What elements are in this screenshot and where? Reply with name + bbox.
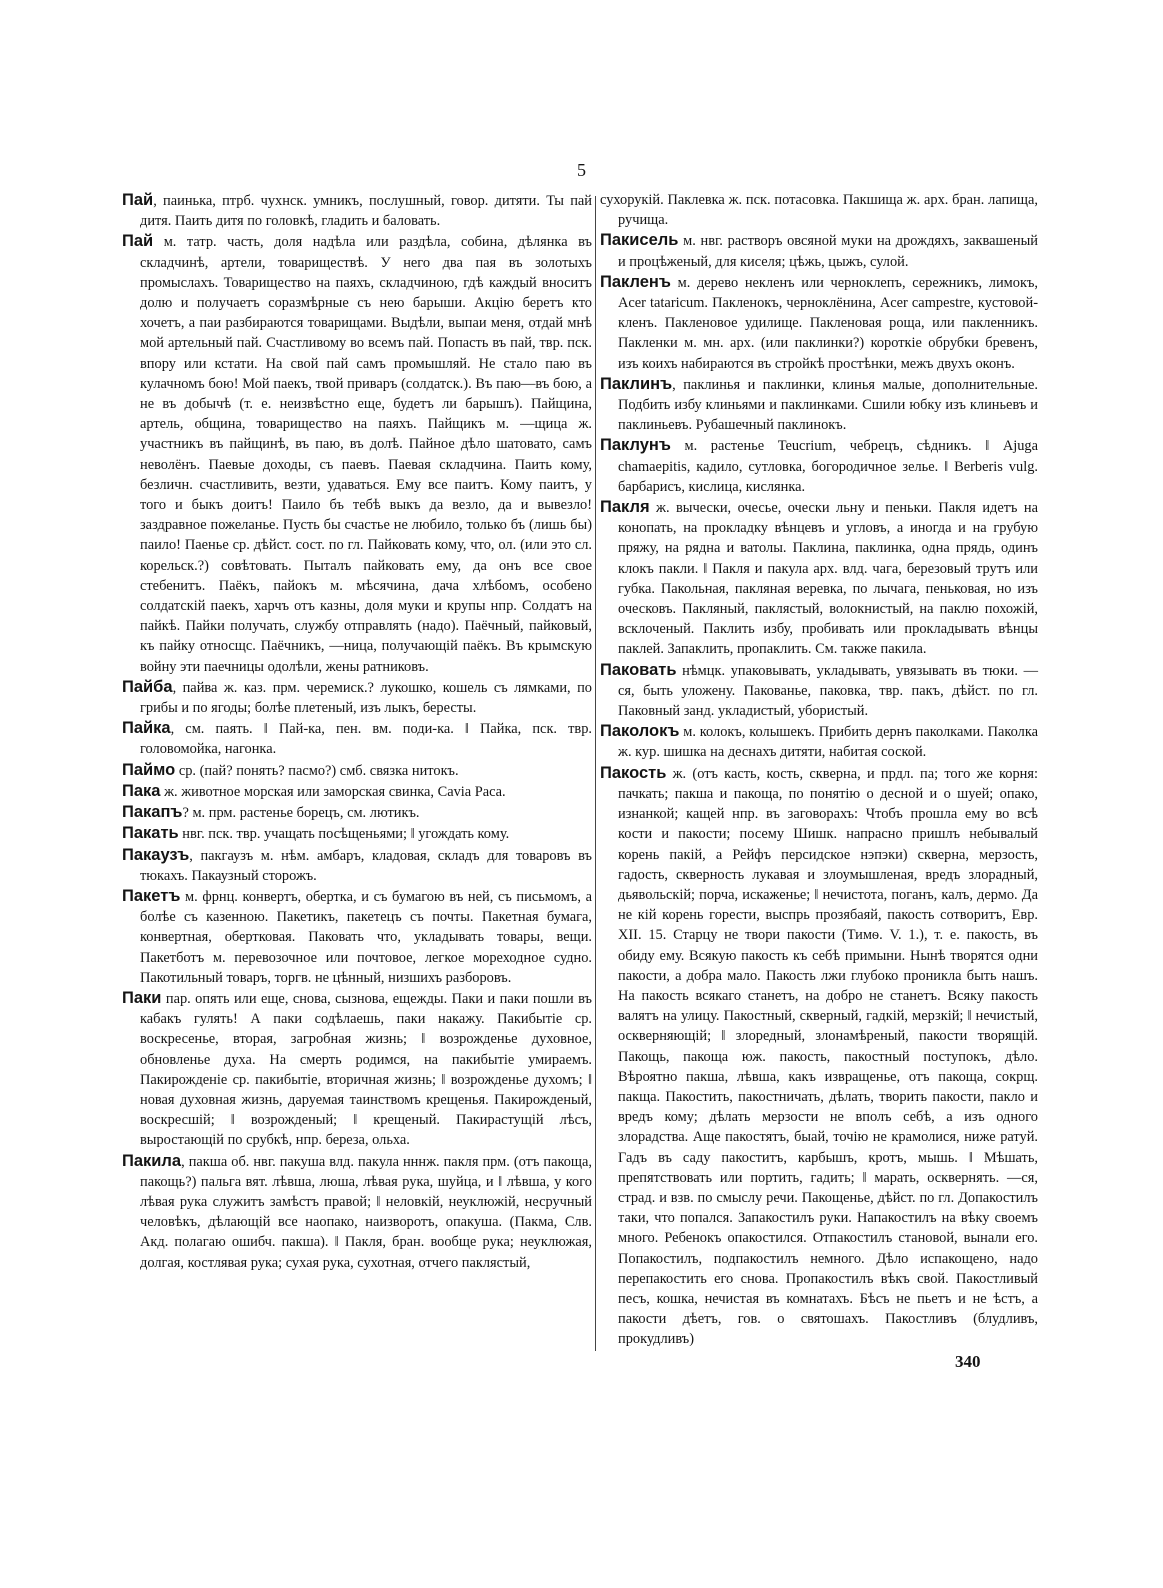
- entry-headword: Пай: [122, 191, 154, 209]
- dictionary-entry: [600, 721, 1038, 762]
- entry-text: м. колокъ, колышекъ. Прибить дернъ паколками. Паколка ж. кур. шишка на деснахъ дитяти, набитая соской.: [618, 724, 1038, 761]
- entry-text: нвг. пск. твр. учащать посѣщеньями; ‖ угождать кому.: [178, 826, 510, 843]
- entry-headword: Паклунъ: [600, 436, 671, 455]
- entry-text: нѣмцк. упаковывать, укладывать, увязывать въ тюки. —ся, быть уложену. Пакованье, паковка, твр. пакъ, дѣйст. по гл. Паковный занд. укладистый, убористый.: [618, 662, 1038, 720]
- entry-text: , пакгаузъ м. нѣм. амбаръ, кладовая, складъ для товаровъ въ тюкахъ. Пакаузный сторожъ.: [140, 847, 592, 884]
- entry-headword: Пакость: [600, 763, 667, 782]
- entry-headword: Пакетъ: [122, 886, 181, 905]
- dictionary-entry: [122, 231, 592, 676]
- dictionary-entry: [122, 190, 592, 231]
- entry-headword: Пака: [122, 781, 161, 800]
- entry-headword: Паки: [122, 988, 162, 1007]
- entry-headword: Пакленъ: [600, 272, 671, 291]
- entry-headword: Пайка: [122, 719, 171, 738]
- entry-text: сухорукій. Паклевка ж. пск. потасовка. Пакшища ж. арх. бран. лапища, ручища.: [600, 192, 1038, 229]
- dictionary-entry: [122, 718, 592, 759]
- dictionary-entry: [122, 760, 592, 781]
- entry-headword: Пакля: [600, 498, 650, 517]
- left-column: [122, 190, 592, 1273]
- entry-headword: Паколокъ: [600, 722, 680, 741]
- page-number-bottom: 340: [955, 1352, 981, 1371]
- entry-text: ж. вычески, очесье, очески льну и пеньки. Пакля идетъ на конопать, на прокладку вѣнцевъ и угловъ, а иногда и на грубую пряжу, на рядна и ватолы. Паклина, паклинка, одна прядь, одинъ клокъ пакли. ‖ Пакля и пакула арх. влд. чага, березовый трутъ или губка. Пакольная, пакляная веревка, по лычага, пеньковая, но изъ оческовъ. Пакляный, паклястый, волокнистый, на паклю похожій, всклоченый. Паклить избу, пробивать или прокладывать вѣнцы паклей. Запаклить, пропаклить. См. также пакила.: [618, 500, 1038, 658]
- entry-headword: Пакаузъ: [122, 845, 190, 864]
- entry-headword: Пайба: [122, 677, 173, 696]
- dictionary-entry: [600, 374, 1038, 436]
- dictionary-entry: [122, 802, 592, 823]
- dictionary-entry: [600, 497, 1038, 660]
- entry-text: ? м. прм. растенье борецъ, см. лютикъ.: [182, 805, 420, 822]
- entry-text: м. растенье Teucrium, чебрецъ, сѣдникъ. ‖ Ajuga chamaepitis, кадило, сутловка, богородичное зелье. ‖ Berberis vulg. барбарисъ, кислица, кислянка.: [618, 438, 1038, 495]
- page-number-top: 5: [577, 160, 586, 180]
- entry-headword: Паклинъ: [600, 374, 673, 393]
- dictionary-entry: [600, 272, 1038, 374]
- entry-text: ж. животное морская или заморская свинка, Cavia Paca.: [160, 783, 506, 800]
- entry-headword: Пакать: [122, 824, 179, 843]
- dictionary-entry: [600, 190, 1038, 230]
- dictionary-entry: [122, 823, 592, 844]
- dictionary-entry: [122, 1151, 592, 1273]
- entry-headword: Паковать: [600, 660, 677, 679]
- entry-text: пар. опять или еще, снова, сызнова, ещежды. Паки и паки пошли въ кабакъ гулять! А паки содѣлаешь, паки накажу. Пакибытіе ср. воскресенье, вторая, загробная жизнь; ‖ возрожденье духовное, обновленье духа. На смерть родимся, на пакибытіе умираемъ. Пакирожденіе ср. пакибытіе, вторичная жизнь; ‖ возрожденье духомъ; ‖ новая духовная жизнь, даруемая таинствомъ крещенья. Пакирожденый, воскресшій; ‖ возрожденый; ‖ крещеный. Пакирастущій лѣсъ, выростающій по срубкѣ, нпр. береза, ольха.: [140, 990, 592, 1149]
- entry-headword: Пакапъ: [122, 803, 183, 822]
- column-divider: [595, 196, 596, 1351]
- dictionary-entry: [122, 781, 592, 802]
- entry-text: м. нвг. растворъ овсяной муки на дрождяхъ, заквашеный и процѣженый, для киселя; цѣжь, цыжъ, сулой.: [618, 233, 1038, 270]
- entry-text: ср. (пай? понять? пасмо?) смб. связка нитокъ.: [175, 762, 459, 779]
- entry-text: , паинька, птрб. чухнск. умникъ, послушный, говор. дитяти. Ты пай дитя. Паить дитя по головкѣ, гладить и баловать.: [140, 193, 592, 230]
- entry-text: , см. паять. ‖ Пай-ка, пен. вм. поди-ка. ‖ Пайка, пск. твр. головомойка, нагонка.: [140, 721, 592, 758]
- entry-text: , пайва ж. каз. прм. черемиск.? лукошко, кошель съ лямками, по грибы и по ягоды; болѣе плетеный, изъ лыкъ, бересты.: [140, 679, 592, 717]
- entry-headword: Паймо: [122, 760, 176, 779]
- dictionary-entry: [600, 763, 1038, 1350]
- dictionary-entry: [122, 988, 592, 1151]
- entry-text: м. дерево некленъ или черноклепъ, сережникъ, лимокъ, Acer tataricum. Пакленокъ, черноклёнина, Acer campestre, кустовой-кленъ. Пакленовое удилище. Пакленовая роща, или пакленникъ. Пакленки м. мн. арх. (или паклинки?) короткіе обрубки бревенъ, изъ коихъ набираются въ стройкѣ простѣнки, межъ двухъ оконъ.: [618, 274, 1038, 372]
- dictionary-entry: [600, 230, 1038, 271]
- dictionary-entry: [122, 677, 592, 718]
- entry-headword: Пакисель: [600, 231, 679, 250]
- dictionary-entry: [122, 886, 592, 988]
- entry-text: ж. (отъ касть, кость, скверна, и прдл. па; того же корня: пачкать; пакша и пакоща, по понятію о десной и о шуей; опако, изнанкой; кащей нпр. въ заговорахъ: Чтобъ прошла ему во всѣ кости и пакости; посему Шишк. напрасно пришлъ небывалый корень пакій, а Рейфъ персидское нэпэки) скверна, мерзость, гадость, скверность лукавая и злоумышленая, вредъ злорадный, дьявольскій; порча, искаженье; ‖ нечистота, поганъ, калъ, дермо. Да не кій корень горести, выспрь прозябаяй, пакость сотворитъ, Евр. XII. 15. Старцу не твори пакости (Тимѳ. V. 1.), т. е. пакость, въ обиду ему. Всякую пакость къ себѣ примыни. Нынѣ творятся одни пакости, а добра мало. Пакость лжи глубоко проникла быть нашъ. На пакость всякаго станетъ, на добро не станетъ. Всяку пакость валятъ на улицу. Пакостный, скверный, гадкій, мерзкій; ‖ нечистый, оскверняющій; ‖ злоредный, злонамѣреный, пакости творящій. Пакощь, пакоща юж. пакость, пакостный поступокъ, дѣло. Вѣроятно пакша, лѣвша, какъ извращенье, отъ пакоща, сокрщ. пакща. Пакостить, пакостничать, дѣлать, творить пакости, пакло и вредъ кому; дѣлать мерзости не вполъ себѣ, а изъ одного злорадства. Аще пакостятъ, быай, точію не крамолися, ниже ратуй. Гадъ въ саду пакоститъ, карбышъ, кротъ, мышь. ‖ Мѣшать, препятствовать или портить, гадить; ‖ марать, осквернять. —ся, страд. и взв. по смыслу речи. Пакощенье, дѣйст. по гл. Допакостилъ таки, что попался. Запакостилъ руки. Напакостилъ на вѣку своемъ много. Ребенокъ опакостился. Отпакостилъ становой, вынали его. Попакостилъ, подпакостилъ немного. Дѣло испакощено, надо перепакостить его снова. Пропакостилъ вѣкъ свой. Пакостливый песъ, кошка, нечистая въ комнатахъ. Бѣсъ не пьетъ и не ѣстъ, а пакости дѣетъ, гов. о святошахъ. Пакостливъ (блудливъ, прокудливъ): [618, 765, 1038, 1348]
- entry-text: , пакша об. нвг. пакуша влд. пакула нннж. пакля прм. (отъ пакоща, пакощь?) пальга вят. лѣвша, люша, лѣвая рука, шуйца, и ‖ лѣвша, у кого лѣвая рука служитъ замѣстъ правой; ‖ неловкій, неуклюжій, несручный человѣкъ, дѣлающій все наопако, наизворотъ, опакуша. (Пакма, Слв. Акд. полагаю ошибч. пакша). ‖ Пакля, бран. вообще рука; неуклюжая, долгая, костлявая рука; сухая рука, сухотная, отчего паклястый,: [140, 1153, 592, 1271]
- entry-headword: Пай: [122, 232, 154, 251]
- dictionary-entry: [600, 660, 1038, 722]
- dictionary-entry: [122, 845, 592, 886]
- dictionary-entry: [600, 435, 1038, 497]
- entry-text: , паклинья и паклинки, клинья малые, дополнительные. Подбить избу клиньями и паклинками. Сшили юбку изъ клиньевъ и паклиньевъ. Рубашечный паклинокъ.: [618, 376, 1038, 434]
- right-column: [600, 190, 1038, 1350]
- entry-text: м. фрнц. конвертъ, обертка, и съ бумагою въ ней, съ письмомъ, а болѣе съ казенною. Пакетикъ, пакетецъ съ почты. Пакетная бумага, конвертная, обертковая. Паковать что, укладывать товары, вещи. Пакетботъ м. перевозочное или почтовое, легкое мореходное судно. Пакотильный товаръ, торгв. не цѣнный, низшихъ разборовъ.: [140, 888, 592, 986]
- entry-text: м. татр. часть, доля надѣла или раздѣла, собина, дѣлянка въ складчинѣ, артели, товариществѣ. У него два пая въ золотыхъ промыслахъ. Товарищество на паяхъ, складчиною, гдѣ каждый вноситъ долю и получаетъ соразмѣрные съ нею барыши. Акцію беретъ кто хочетъ, а паи разбираются товарищами. Выдѣли, выпаи меня, отдай мнѣ мой артельный пай. Счастливому во всемъ пай. Попасть въ пай, твр. пск. впору или кстати. На свой пай самъ промышляй. Не стало паю въ кулачномъ бою! Мой паекъ, твой приваръ (солдатск.). Въ паю—въ бою, а не въ добычѣ (т. е. неизвѣстно еще, будетъ ли барышъ). Пайщина, артель, община, товарищество на паяхъ. Пайщикъ м. —щица ж. участникъ въ пайщинѣ, въ паю, въ долѣ. Пайное дѣло шатовато, самъ неволёнъ. Паевые доходы, съ паевъ. Паевая складчина. Паить кому, безличн. счастливить, везти, удаваться. Ему все паитъ. Кому паитъ, у того и быкъ доитъ! Паило бъ тебѣ выкъ да везло, да и вывезло! заздравное пожеланье. Пусть бы счастье не любило, только бъ (лишь бы) паило! Паенье ср. дѣйст. сост. по гл. Пайковать кому, что, ол. (или это сл. корельск.?) совѣтовать. Пыталъ пайковать ему, да онъ все свое стебенитъ. Паёкъ, пайокъ м. мѣсячина, дача хлѣбомъ, особено солдатскій паекъ, харчъ отъ казны, доля муки и крупы нпр. Солдатъ на пайкѣ. Пайки получать, службу отправлять (надо). Паёчный, пайковый, къ пайку относщс. Паёчникъ, —ница, получающій паёкъ. Въ крымскую войну эти паечницы одолѣли, жены ратниковъ.: [140, 234, 592, 675]
- entry-headword: Пакила: [122, 1151, 182, 1170]
